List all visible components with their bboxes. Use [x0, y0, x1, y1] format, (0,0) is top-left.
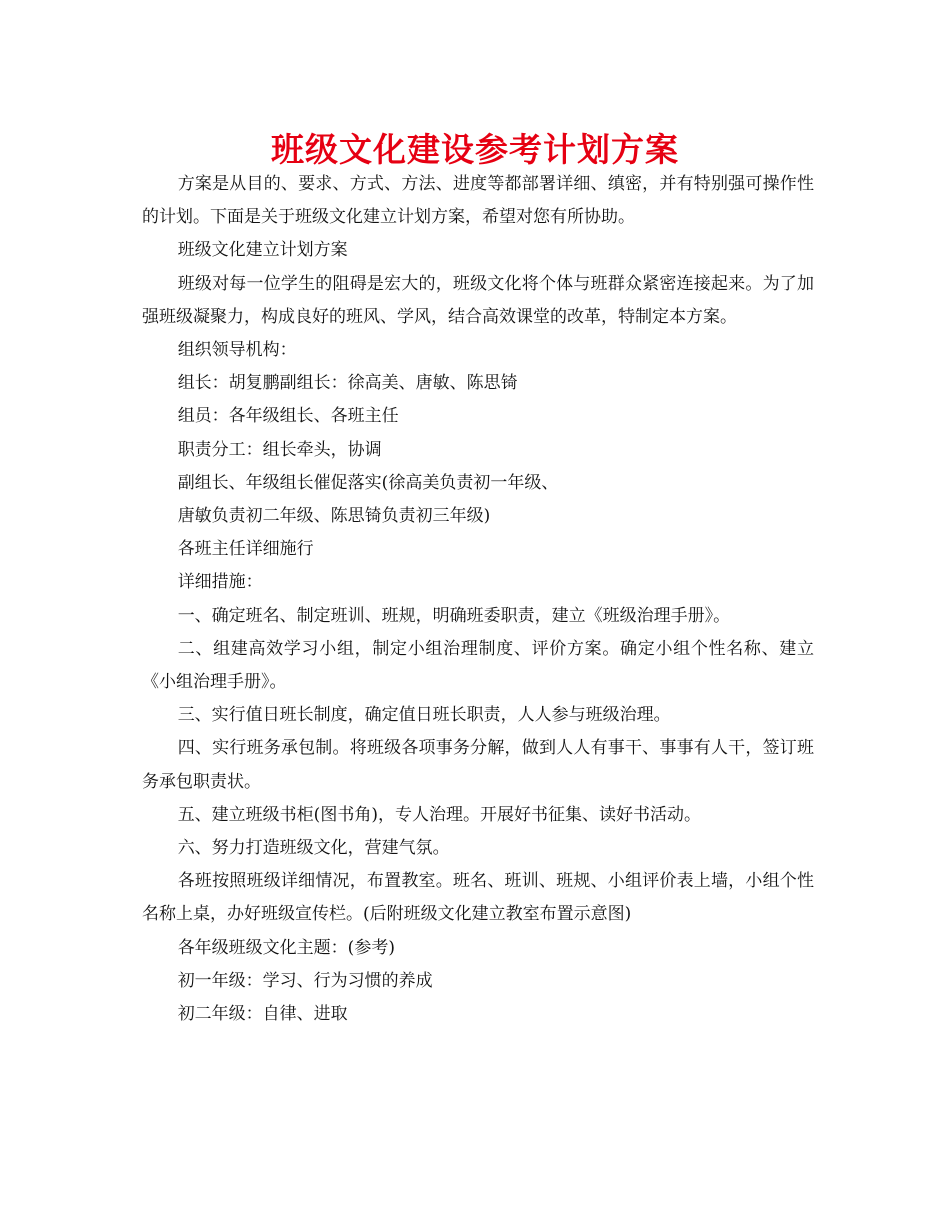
- paragraph-intro: 方案是从目的、要求、方式、方法、进度等都部署详细、缜密，并有特别强可操作性的计划。下面是关于班级文化建立计划方案，希望对您有所协助。: [142, 174, 814, 228]
- document-title: 班级文化建设参考计划方案: [271, 130, 679, 169]
- paragraph-duties: 职责分工：组长牵头，协调: [177, 439, 382, 460]
- paragraph-measure-2: 二、组建高效学习小组，制定小组治理制度、评价方案。确定小组个性名称、建立《小组治理手册》。: [142, 638, 814, 693]
- paragraph-grade-1: 初一年级：学习、行为习惯的养成: [177, 970, 433, 991]
- paragraph-members: 组员：各年级组长、各班主任: [177, 406, 399, 427]
- paragraph-measures-heading: 详细措施：: [177, 572, 263, 593]
- paragraph-purpose: 班级对每一位学生的阻碍是宏大的，班级文化将个体与班群众紧密连接起来。为了加强班级凝聚力，构成良好的班风、学风，结合高效课堂的改革，特制定本方案。: [142, 273, 814, 327]
- paragraph-subtitle: 班级文化建立计划方案: [177, 240, 348, 261]
- paragraph-measure-5: 五、建立班级书柜(图书角)，专人治理。开展好书征集、读好书活动。: [177, 804, 701, 825]
- paragraph-org-heading: 组织领导机构：: [177, 340, 297, 361]
- paragraph-class-teachers: 各班主任详细施行: [177, 539, 314, 560]
- paragraph-deputy-duties: 副组长、年级组长催促落实(徐高美负责初一年级、: [177, 472, 559, 493]
- paragraph-measure-1: 一、确定班名、制定班训、班规，明确班委职责，建立《班级治理手册》。: [177, 605, 731, 626]
- paragraph-grade-2: 初二年级：自律、进取: [177, 1004, 348, 1025]
- paragraph-measure-6: 六、努力打造班级文化，营建气氛。: [177, 838, 450, 859]
- paragraph-deputy-duties-cont: 唐敏负责初二年级、陈思锜负责初三年级): [177, 506, 491, 527]
- document-body: [142, 168, 814, 1031]
- paragraph-measure-4: 四、实行班务承包制。将班级各项事务分解，做到人人有事干、事事有人干，签订班务承包职责状。: [142, 738, 814, 792]
- paragraph-measure-3: 三、实行值日班长制度，确定值日班长职责，人人参与班级治理。: [177, 705, 671, 726]
- paragraph-themes-heading: 各年级班级文化主题：(参考): [177, 937, 395, 958]
- paragraph-leader: 组长：胡复鹏副组长：徐高美、唐敏、陈思锜: [177, 373, 518, 394]
- paragraph-classroom: 各班按照班级详细情况，布置教室。班名、班训、班规、小组评价表上墙，小组个性名称上桌，办好班级宣传栏。(后附班级文化建立教室布置示意图): [142, 871, 814, 925]
